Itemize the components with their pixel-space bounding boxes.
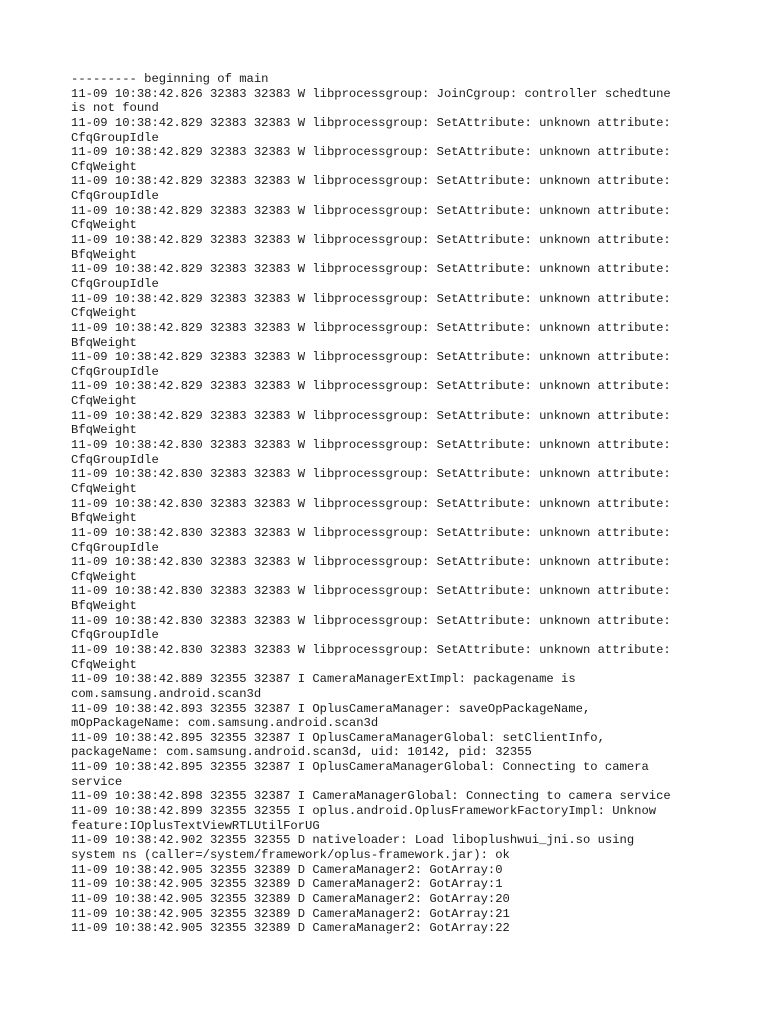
log-output	[71, 72, 711, 936]
log-line: 11-09 10:38:42.830 32383 32383 W libprocessgroup: SetAttribute: unknown attribute:	[71, 613, 671, 628]
log-line: BfqWeight	[71, 335, 137, 350]
log-line: 11-09 10:38:42.830 32383 32383 W libprocessgroup: SetAttribute: unknown attribute:	[71, 525, 671, 540]
log-line: CfqWeight	[71, 657, 137, 672]
log-line: 11-09 10:38:42.898 32355 32387 I CameraManagerGlobal: Connecting to camera service	[71, 789, 671, 804]
log-line: BfqWeight	[71, 599, 137, 614]
log-line: BfqWeight	[71, 511, 137, 526]
log-line: com.samsung.android.scan3d	[71, 686, 262, 701]
log-line: 11-09 10:38:42.829 32383 32383 W libprocessgroup: SetAttribute: unknown attribute:	[71, 203, 671, 218]
log-line: CfqGroupIdle	[71, 364, 159, 379]
log-line: CfqGroupIdle	[71, 276, 159, 291]
log-line: service	[71, 774, 123, 789]
log-line: 11-09 10:38:42.895 32355 32387 I OplusCameraManagerGlobal: Connecting to camera	[71, 760, 649, 775]
log-line: CfqWeight	[71, 481, 137, 496]
log-line: is not found	[71, 101, 159, 116]
log-line: packageName: com.samsung.android.scan3d, uid: 10142, pid: 32355	[71, 745, 532, 760]
log-line: CfqGroupIdle	[71, 540, 159, 555]
log-line: 11-09 10:38:42.829 32383 32383 W libprocessgroup: SetAttribute: unknown attribute:	[71, 174, 671, 189]
log-line: 11-09 10:38:42.829 32383 32383 W libprocessgroup: SetAttribute: unknown attribute:	[71, 408, 671, 423]
log-line: 11-09 10:38:42.905 32355 32389 D CameraManager2: GotArray:20	[71, 891, 510, 906]
log-line: 11-09 10:38:42.830 32383 32383 W libprocessgroup: SetAttribute: unknown attribute:	[71, 496, 671, 511]
log-line: 11-09 10:38:42.830 32383 32383 W libprocessgroup: SetAttribute: unknown attribute:	[71, 584, 671, 599]
log-line: mOpPackageName: com.samsung.android.scan3d	[71, 716, 379, 731]
log-line: 11-09 10:38:42.899 32355 32355 I oplus.android.OplusFrameworkFactoryImpl: Unknow	[71, 804, 657, 819]
log-line: 11-09 10:38:42.829 32383 32383 W libprocessgroup: SetAttribute: unknown attribute:	[71, 291, 671, 306]
log-line: 11-09 10:38:42.829 32383 32383 W libprocessgroup: SetAttribute: unknown attribute:	[71, 350, 671, 365]
log-line: CfqGroupIdle	[71, 628, 159, 643]
log-line: 11-09 10:38:42.830 32383 32383 W libprocessgroup: SetAttribute: unknown attribute:	[71, 555, 671, 570]
log-line: CfqWeight	[71, 306, 137, 321]
log-line: 11-09 10:38:42.829 32383 32383 W libprocessgroup: SetAttribute: unknown attribute:	[71, 320, 671, 335]
log-line: BfqWeight	[71, 247, 137, 262]
log-line: 11-09 10:38:42.905 32355 32389 D CameraManager2: GotArray:1	[71, 877, 503, 892]
log-line: 11-09 10:38:42.829 32383 32383 W libprocessgroup: SetAttribute: unknown attribute:	[71, 233, 671, 248]
log-line: 11-09 10:38:42.889 32355 32387 I CameraManagerExtImpl: packagename is	[71, 672, 576, 687]
log-line: CfqGroupIdle	[71, 130, 159, 145]
log-line: CfqGroupIdle	[71, 452, 159, 467]
log-line: 11-09 10:38:42.893 32355 32387 I OplusCameraManager: saveOpPackageName,	[71, 701, 591, 716]
log-line: CfqWeight	[71, 394, 137, 409]
log-line: CfqWeight	[71, 569, 137, 584]
log-line: 11-09 10:38:42.905 32355 32389 D CameraManager2: GotArray:22	[71, 921, 510, 936]
log-line: CfqGroupIdle	[71, 189, 159, 204]
log-line: 11-09 10:38:42.895 32355 32387 I OplusCameraManagerGlobal: setClientInfo,	[71, 730, 605, 745]
log-line: system ns (caller=/system/framework/oplus-framework.jar): ok	[71, 847, 510, 862]
log-line: 11-09 10:38:42.902 32355 32355 D nativeloader: Load liboplushwui_jni.so using	[71, 833, 635, 848]
log-line: 11-09 10:38:42.905 32355 32389 D CameraManager2: GotArray:0	[71, 862, 503, 877]
log-line: 11-09 10:38:42.829 32383 32383 W libprocessgroup: SetAttribute: unknown attribute:	[71, 145, 671, 160]
log-line: 11-09 10:38:42.829 32383 32383 W libprocessgroup: SetAttribute: unknown attribute:	[71, 262, 671, 277]
log-line: BfqWeight	[71, 423, 137, 438]
log-line: 11-09 10:38:42.830 32383 32383 W libprocessgroup: SetAttribute: unknown attribute:	[71, 467, 671, 482]
log-line: CfqWeight	[71, 159, 137, 174]
log-line: 11-09 10:38:42.830 32383 32383 W libprocessgroup: SetAttribute: unknown attribute:	[71, 642, 671, 657]
log-line: 11-09 10:38:42.905 32355 32389 D CameraManager2: GotArray:21	[71, 906, 510, 921]
log-line: --------- beginning of main	[71, 72, 269, 86]
log-line: 11-09 10:38:42.829 32383 32383 W libprocessgroup: SetAttribute: unknown attribute:	[71, 115, 671, 130]
log-line: 11-09 10:38:42.826 32383 32383 W libprocessgroup: JoinCgroup: controller schedtune	[71, 86, 671, 101]
log-line: feature:IOplusTextViewRTLUtilForUG	[71, 818, 320, 833]
log-line: 11-09 10:38:42.830 32383 32383 W libprocessgroup: SetAttribute: unknown attribute:	[71, 438, 671, 453]
log-line: 11-09 10:38:42.829 32383 32383 W libprocessgroup: SetAttribute: unknown attribute:	[71, 379, 671, 394]
log-line: CfqWeight	[71, 218, 137, 233]
